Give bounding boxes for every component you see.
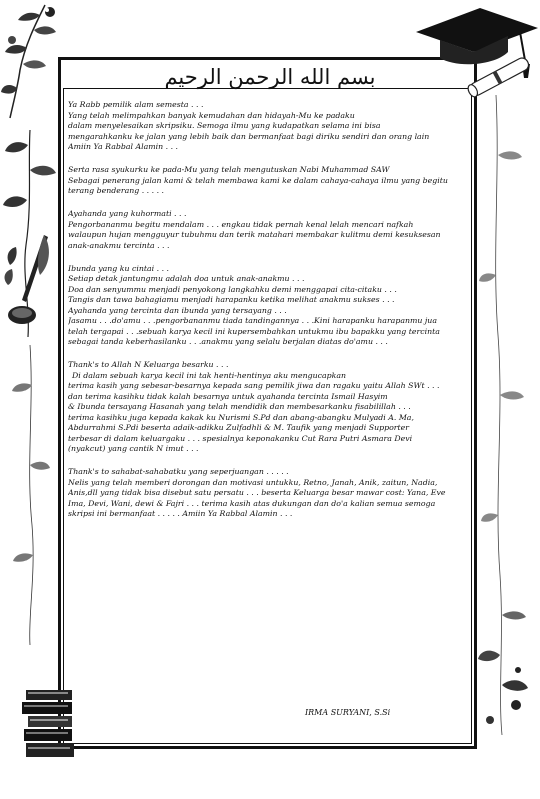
text-line: terima kasih yang sebesar-besarnya kepada sang pemilik jiwa dan ragaku yaitu Allah SWt . . . [68,381,440,390]
paragraph [68,467,468,520]
text-line: Di dalam sebuah karya kecil ini tak henti-hentinya aku mengucapkan [72,370,346,380]
paragraph [68,264,468,348]
paragraph [68,209,468,251]
paragraph [68,100,468,153]
text-line: terang benderang . . . . . [68,186,165,195]
text-line: Thank's to Allah N Keluarga besarku . . . [68,360,229,369]
text-line: terbesar di dalam keluargaku . . . spesialnya keponakanku Cut Rara Putri Asmara Devi [68,433,413,443]
left-vine-icon [0,345,60,645]
text-line: Sebagai penerang jalan kami & telah membawa kami ke dalam cahaya-cahaya ilmu yang begitu [68,175,448,185]
text-line: Ayahanda yang tercinta dan ibunda yang tersayang . . . [68,305,287,315]
basmala-heading: بسم الله الرحمن الرحيم [164,65,376,89]
text-line: Jasamu . . .do'amu . . .pengorbananmu tiada tandingannya . . .Kini harapanku harapanmu jua [68,316,437,325]
text-line: anak-anakmu tercinta . . . [68,240,170,250]
paragraph-gap [68,348,468,361]
text-line: Setiap detak jantungmu adalah doa untuk anak-anakmu . . . [68,274,305,283]
text-line: Ayahanda yang kuhormati . . . [68,209,187,218]
text-line: Ya Rabb pemilik alam semesta . . . [68,100,204,109]
text-line: walaupun hujan mengguyur tubuhmu dan terik matahari membakar kulitmu demi kesuksesan [68,230,441,239]
text-line: Ima, Devi, Wani, dewi & Fajri . . . terima kasih atas dukungan dan do'a kalian semua semoga [68,498,436,508]
graduation-cap-icon [408,0,540,100]
paragraph-gap [68,153,468,166]
text-line: Thank's to sahabat-sahabatku yang seperjuangan . . . . . [68,467,289,476]
quill-and-flower-icon [0,125,62,340]
paragraph-gap [68,251,468,264]
text-line: & Ibunda tersayang Hasanah yang telah mendidik dan membesarkanku fisabilillah . . . [68,402,411,411]
text-line: Serta rasa syukurku ke pada-Mu yang telah mengutuskan Nabi Muhammad SAW [68,165,390,174]
text-line: terima kasihku juga kepada kakak ku Nurismi S.Pd dan abang-abangku Mulyadi A. Ma, [68,412,414,422]
books-stack-icon [20,682,78,764]
text-line: Yang telah melimpahkan banyak kemudahan dan hidayah-Mu ke padaku [68,110,355,120]
paragraph-gap [68,197,468,210]
text-line: dan terima kasihku tidak kalah besarnya untuk ayahanda tercinta Ismail Hasyim [68,391,388,401]
text-line: mengarahkanku ke jalan yang lebih baik dan bermanfaat bagi diriku sendiri dan orang lain [68,131,430,141]
paragraph-gap [68,455,468,468]
text-line: Ibunda yang ku cintai . . . [68,263,170,273]
text-line: Pengorbananmu begitu mendalam . . . engkau tidak pernah kenal lelah mencari nafkah [68,219,414,229]
text-line: Doa dan senyummu menjadi penyokong langkahku demi menggapai cita-citaku . . . [68,284,397,294]
text-line: skripsi ini bermanfaat . . . . . Amiin Ya Rabbal Alamin . . . [68,509,293,518]
text-line: dalam menyelesaikan skripsiku. Semoga ilmu yang kudapatkan selama ini bisa [68,121,381,130]
text-line: Nelis yang telah memberi dorongan dan motivasi untukku, Retno, Janah, Anik, zaitun, Nadia, [68,477,438,487]
text-line: Abdurrahmi S.Pdi beserta adaik-adikku Zulfadhli & M. Taufik yang menjadi Supporter [68,423,409,432]
text-line: sebagai tanda keberhasilanku . . .anakmu yang selalu berjalan diatas do'amu . . . [68,337,388,346]
floral-corner-icon [0,0,70,120]
paragraph [68,360,468,455]
text-line: Amiin Ya Rabbal Alamin . . . [68,142,179,151]
text-line: Tangis dan tawa bahagiamu menjadi harapanku ketika melihat anakmu sukses . . . [68,295,395,304]
text-line: Anis,dll yang tidak bisa disebut satu persatu . . . beserta Keluarga besar mawar cost: Yana, Eve [68,488,446,497]
text-line: (nyakcut) yang cantik N imut . . . [68,444,199,453]
dedication-text [68,100,468,520]
text-line: telah tergapai . . .sebuah karya kecil ini kupersembahkan untukmu ibu bapakku yang tercinta [68,326,440,336]
paragraph [68,165,468,197]
author-signature: IRMA SURYANI, S.Si [305,708,391,717]
right-floral-vine-icon [476,95,540,735]
